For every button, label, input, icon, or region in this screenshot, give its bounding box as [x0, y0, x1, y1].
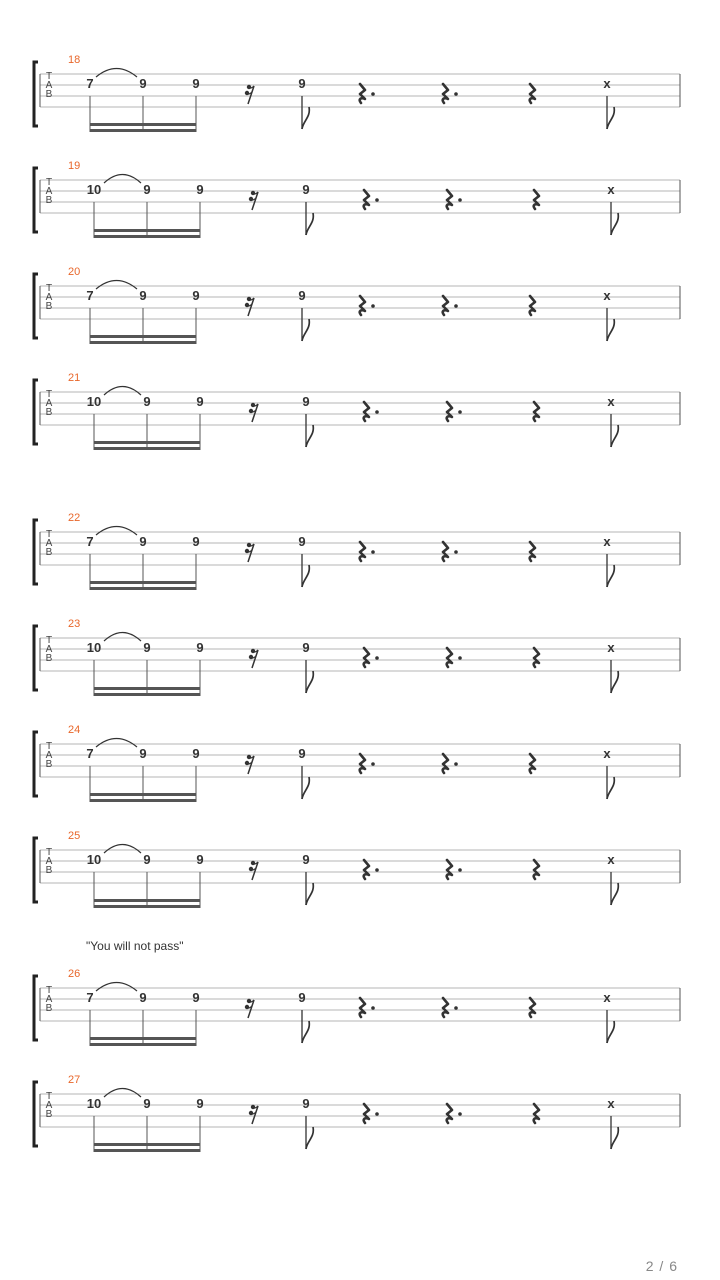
tab-clef-letter: A [45, 186, 53, 197]
dead-note-marker: x [603, 534, 611, 549]
dead-note-marker: x [607, 182, 615, 197]
quarter-rest [534, 402, 539, 421]
dotted-quarter-rest [364, 402, 369, 421]
rest-dot [371, 550, 375, 554]
tab-clef-letter: B [45, 89, 53, 100]
tab-clef-letter: T [45, 177, 53, 188]
rest-dot [458, 198, 462, 202]
tab-clef-letter: B [45, 1003, 53, 1014]
tab-clef-letter: B [45, 759, 53, 770]
fret-number-start: 10 [86, 640, 102, 655]
tab-clef-letter: A [45, 994, 53, 1005]
quarter-rest [534, 1104, 539, 1123]
slide-arc [96, 69, 137, 78]
tab-clef-letter: B [45, 547, 53, 558]
measure-number: 26 [68, 968, 81, 980]
eighth-note-stem [306, 414, 313, 447]
quarter-rest [530, 998, 535, 1017]
rest-dot [458, 868, 462, 872]
dotted-quarter-rest [447, 190, 452, 209]
fret-number-start: 10 [86, 852, 102, 867]
dotted-quarter-rest [360, 296, 365, 315]
measure-number: 23 [68, 618, 81, 630]
sixteenth-rest [245, 85, 254, 104]
eighth-note-stem [607, 554, 614, 587]
dead-note-marker: x [603, 76, 611, 91]
fret-number-slide-target: 9 [139, 534, 147, 549]
fret-number: 9 [196, 1096, 204, 1111]
fret-number: 9 [196, 640, 204, 655]
tab-clef-letter: T [45, 283, 53, 294]
tab-clef-letter: T [45, 71, 53, 82]
dotted-quarter-rest [364, 860, 369, 879]
eighth-note-stem [607, 1010, 614, 1043]
fret-number-slide-target: 9 [139, 76, 147, 91]
dead-note-marker: x [607, 394, 615, 409]
fret-number-slide-target: 9 [143, 182, 151, 197]
tab-clef-letter: A [45, 644, 53, 655]
beamed-sixteenths [94, 414, 200, 450]
system-bracket [34, 976, 38, 1040]
slide-arc [96, 281, 137, 290]
tab-staff-system [34, 939, 680, 1046]
tab-clef-letter: B [45, 301, 53, 312]
fret-number-slide-target: 9 [139, 288, 147, 303]
tab-staff-system [34, 724, 680, 802]
dotted-quarter-rest [443, 542, 448, 561]
sixteenth-rest [245, 755, 254, 774]
measure-number: 19 [68, 160, 81, 172]
fret-number-slide-target: 9 [143, 1096, 151, 1111]
fret-number: 9 [302, 1096, 310, 1111]
sixteenth-rest [245, 297, 254, 316]
rest-dot [454, 762, 458, 766]
beamed-sixteenths [94, 872, 200, 908]
dotted-quarter-rest [443, 998, 448, 1017]
eighth-note-stem [611, 202, 618, 235]
dead-note-marker: x [603, 288, 611, 303]
eighth-note-stem [607, 96, 614, 129]
tab-clef-letter: T [45, 985, 53, 996]
system-bracket [34, 274, 38, 338]
tab-clef-letter: A [45, 856, 53, 867]
fret-number-slide-target: 9 [139, 746, 147, 761]
quarter-rest [530, 84, 535, 103]
fret-number: 9 [196, 852, 204, 867]
quarter-rest [530, 296, 535, 315]
rest-dot [458, 656, 462, 660]
fret-number: 9 [192, 534, 200, 549]
dead-note-marker: x [607, 852, 615, 867]
beamed-sixteenths [90, 96, 196, 132]
eighth-note-stem [302, 308, 309, 341]
fret-number: 9 [192, 746, 200, 761]
system-bracket [34, 380, 38, 444]
fret-number-start: 7 [86, 534, 94, 549]
fret-number: 9 [302, 852, 310, 867]
beamed-sixteenths [94, 1116, 200, 1152]
dotted-quarter-rest [364, 648, 369, 667]
sixteenth-rest [245, 999, 254, 1018]
rest-dot [371, 92, 375, 96]
system-bracket [34, 626, 38, 690]
slide-arc [104, 845, 141, 854]
fret-number: 9 [302, 182, 310, 197]
slide-arc [104, 1089, 141, 1098]
sixteenth-rest [249, 1105, 258, 1124]
beamed-sixteenths [94, 202, 200, 238]
tab-clef-letter: A [45, 1100, 53, 1111]
rest-dot [375, 656, 379, 660]
quarter-rest [534, 190, 539, 209]
rest-dot [458, 410, 462, 414]
dotted-quarter-rest [364, 1104, 369, 1123]
beamed-sixteenths [94, 660, 200, 696]
eighth-note-stem [302, 1010, 309, 1043]
tab-clef-letter: B [45, 865, 53, 876]
fret-number: 9 [192, 288, 200, 303]
tab-staff-system [34, 266, 680, 344]
eighth-note-stem [306, 872, 313, 905]
slide-arc [104, 175, 141, 184]
dotted-quarter-rest [443, 754, 448, 773]
sixteenth-rest [249, 191, 258, 210]
beamed-sixteenths [90, 554, 196, 590]
tab-staff-system [34, 1074, 680, 1152]
dotted-quarter-rest [360, 542, 365, 561]
tab-clef-letter: A [45, 750, 53, 761]
fret-number: 9 [192, 990, 200, 1005]
eighth-note-stem [306, 202, 313, 235]
fret-number: 9 [298, 746, 306, 761]
fret-number: 9 [196, 182, 204, 197]
rest-dot [371, 762, 375, 766]
lyric-annotation: "You will not pass" [86, 939, 184, 953]
fret-number-start: 7 [86, 746, 94, 761]
eighth-note-stem [611, 1116, 618, 1149]
dead-note-marker: x [603, 990, 611, 1005]
measure-number: 27 [68, 1074, 81, 1086]
fret-number: 9 [196, 394, 204, 409]
dotted-quarter-rest [447, 1104, 452, 1123]
tab-clef-letter: B [45, 195, 53, 206]
fret-number: 9 [302, 394, 310, 409]
eighth-note-stem [302, 96, 309, 129]
quarter-rest [530, 754, 535, 773]
rest-dot [454, 304, 458, 308]
fret-number: 9 [298, 76, 306, 91]
beamed-sixteenths [90, 766, 196, 802]
tab-clef-letter: T [45, 635, 53, 646]
slide-arc [104, 633, 141, 642]
quarter-rest [534, 860, 539, 879]
eighth-note-stem [306, 660, 313, 693]
fret-number: 9 [298, 288, 306, 303]
measure-number: 22 [68, 512, 81, 524]
eighth-note-stem [611, 872, 618, 905]
tab-clef-letter: T [45, 847, 53, 858]
slide-arc [96, 527, 137, 536]
eighth-note-stem [607, 308, 614, 341]
eighth-note-stem [611, 660, 618, 693]
tab-clef-letter: A [45, 398, 53, 409]
system-bracket [34, 62, 38, 126]
rest-dot [375, 868, 379, 872]
dotted-quarter-rest [447, 402, 452, 421]
fret-number-slide-target: 9 [143, 640, 151, 655]
tab-staff-system [34, 512, 680, 590]
rest-dot [454, 92, 458, 96]
measure-number: 18 [68, 54, 81, 66]
eighth-note-stem [611, 414, 618, 447]
tab-clef-letter: A [45, 292, 53, 303]
tab-staff-system [34, 830, 680, 908]
dotted-quarter-rest [360, 84, 365, 103]
sixteenth-rest [245, 543, 254, 562]
tab-staff-system [34, 54, 680, 132]
tab-clef-letter: T [45, 741, 53, 752]
fret-number: 9 [298, 990, 306, 1005]
fret-number-start: 7 [86, 288, 94, 303]
eighth-note-stem [607, 766, 614, 799]
dotted-quarter-rest [364, 190, 369, 209]
rest-dot [454, 550, 458, 554]
tab-staff-system [34, 618, 680, 696]
eighth-note-stem [302, 766, 309, 799]
rest-dot [454, 1006, 458, 1010]
dotted-quarter-rest [443, 296, 448, 315]
tab-staff-system [34, 372, 680, 450]
fret-number: 9 [298, 534, 306, 549]
dead-note-marker: x [603, 746, 611, 761]
dead-note-marker: x [607, 640, 615, 655]
dotted-quarter-rest [443, 84, 448, 103]
tab-clef-letter: B [45, 1109, 53, 1120]
tab-clef-letter: B [45, 407, 53, 418]
dotted-quarter-rest [360, 754, 365, 773]
fret-number-start: 7 [86, 990, 94, 1005]
slide-arc [96, 739, 137, 748]
tab-staff-system [34, 160, 680, 238]
rest-dot [375, 410, 379, 414]
slide-arc [96, 983, 137, 992]
measure-number: 20 [68, 266, 81, 278]
system-bracket [34, 732, 38, 796]
tab-clef-letter: A [45, 538, 53, 549]
system-bracket [34, 168, 38, 232]
sixteenth-rest [249, 649, 258, 668]
tab-clef-letter: T [45, 529, 53, 540]
quarter-rest [534, 648, 539, 667]
beamed-sixteenths [90, 1010, 196, 1046]
rest-dot [375, 1112, 379, 1116]
system-bracket [34, 1082, 38, 1146]
rest-dot [458, 1112, 462, 1116]
page-number: 2 / 6 [645, 1258, 678, 1274]
slide-arc [104, 387, 141, 396]
tab-clef-letter: A [45, 80, 53, 91]
system-bracket [34, 838, 38, 902]
fret-number-slide-target: 9 [139, 990, 147, 1005]
dotted-quarter-rest [447, 860, 452, 879]
eighth-note-stem [302, 554, 309, 587]
fret-number-slide-target: 9 [143, 394, 151, 409]
fret-number: 9 [302, 640, 310, 655]
eighth-note-stem [306, 1116, 313, 1149]
sixteenth-rest [249, 861, 258, 880]
beamed-sixteenths [90, 308, 196, 344]
fret-number-slide-target: 9 [143, 852, 151, 867]
rest-dot [375, 198, 379, 202]
sixteenth-rest [249, 403, 258, 422]
fret-number-start: 10 [86, 394, 102, 409]
fret-number-start: 7 [86, 76, 94, 91]
rest-dot [371, 1006, 375, 1010]
dead-note-marker: x [607, 1096, 615, 1111]
tab-clef-letter: T [45, 1091, 53, 1102]
fret-number: 9 [192, 76, 200, 91]
rest-dot [371, 304, 375, 308]
dotted-quarter-rest [447, 648, 452, 667]
tab-clef-letter: T [45, 389, 53, 400]
measure-number: 24 [68, 724, 81, 736]
measure-number: 21 [68, 372, 81, 384]
fret-number-start: 10 [86, 182, 102, 197]
dotted-quarter-rest [360, 998, 365, 1017]
measure-number: 25 [68, 830, 81, 842]
tab-clef-letter: B [45, 653, 53, 664]
fret-number-start: 10 [86, 1096, 102, 1111]
system-bracket [34, 520, 38, 584]
quarter-rest [530, 542, 535, 561]
